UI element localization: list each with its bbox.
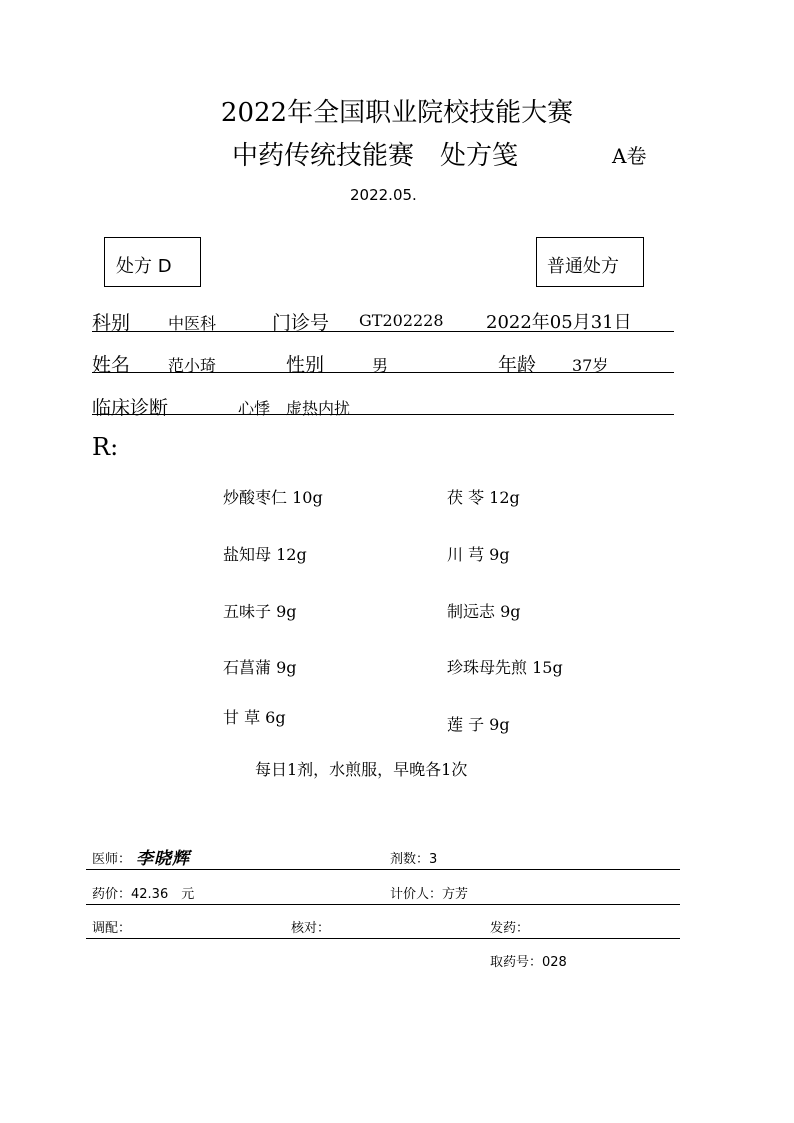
row2-underline <box>92 372 674 373</box>
herb-item: 炒酸枣仁 10g <box>223 488 323 507</box>
prescription-type-box <box>536 237 644 287</box>
dispense-label: 调配： <box>92 921 132 936</box>
prescription-title-line2: 中药传统技能赛 处方笺 <box>232 141 519 171</box>
row3-underline <box>92 414 674 415</box>
age-value: 37岁 <box>572 356 609 375</box>
prescription-title-line1: 2022年全国职业院校技能大赛 <box>220 98 574 128</box>
diagnosis-label: 临床诊断 <box>92 397 169 419</box>
header-date: 2022.05. <box>350 186 417 204</box>
check-label: 核对： <box>291 921 331 936</box>
herb-item: 珍珠母先煎 15g <box>447 658 563 677</box>
herb-item: 盐知母 12g <box>223 545 307 564</box>
clinic-number-value: GT202228 <box>359 311 444 330</box>
footer-line-2 <box>86 904 680 905</box>
doses-count: 剂数：3 <box>390 852 438 867</box>
gender-value: 男 <box>372 356 389 375</box>
pricer-label: 计价人：方芳 <box>390 887 469 902</box>
price-label: 药价：42.36 元 <box>92 887 195 902</box>
doctor-label: 医师： <box>92 852 132 867</box>
herb-item: 五味子 9g <box>223 602 297 621</box>
herb-item: 茯 苓 12g <box>447 488 520 507</box>
usage-instructions: 每日1剂，水煎服，早晚各1次 <box>255 760 468 779</box>
diagnosis-value: 心悸 虚热内扰 <box>238 399 351 418</box>
pickup-number: 取药号：028 <box>490 955 567 970</box>
visit-date: 2022年05月31日 <box>486 312 632 333</box>
herb-item: 制远志 9g <box>447 602 521 621</box>
issue-label: 发药： <box>490 921 530 936</box>
herb-item: 甘 草 6g <box>223 708 286 727</box>
clinic-number-label: 门诊号 <box>272 312 330 334</box>
gender-label: 性别 <box>286 354 325 376</box>
department-label: 科别 <box>92 312 131 334</box>
doctor-signature: 李晓辉 <box>136 849 190 869</box>
patient-name-value: 范小琦 <box>168 356 217 375</box>
department-value: 中医科 <box>168 314 217 333</box>
row1-underline <box>92 331 674 332</box>
prescription-type-label: 普通处方 <box>547 256 619 277</box>
herb-item: 莲 子 9g <box>447 715 510 734</box>
age-label: 年龄 <box>498 354 537 376</box>
prescription-code-box <box>104 237 201 287</box>
herb-item: 川 芎 9g <box>447 545 510 564</box>
rx-symbol: R: <box>92 433 119 461</box>
patient-name-label: 姓名 <box>92 354 131 376</box>
footer-line-1 <box>86 869 680 870</box>
prescription-code-label: 处方 D <box>116 256 172 277</box>
footer-line-3 <box>86 938 680 939</box>
herb-item: 石菖蒲 9g <box>223 658 297 677</box>
exam-volume-label: A卷 <box>612 144 647 168</box>
